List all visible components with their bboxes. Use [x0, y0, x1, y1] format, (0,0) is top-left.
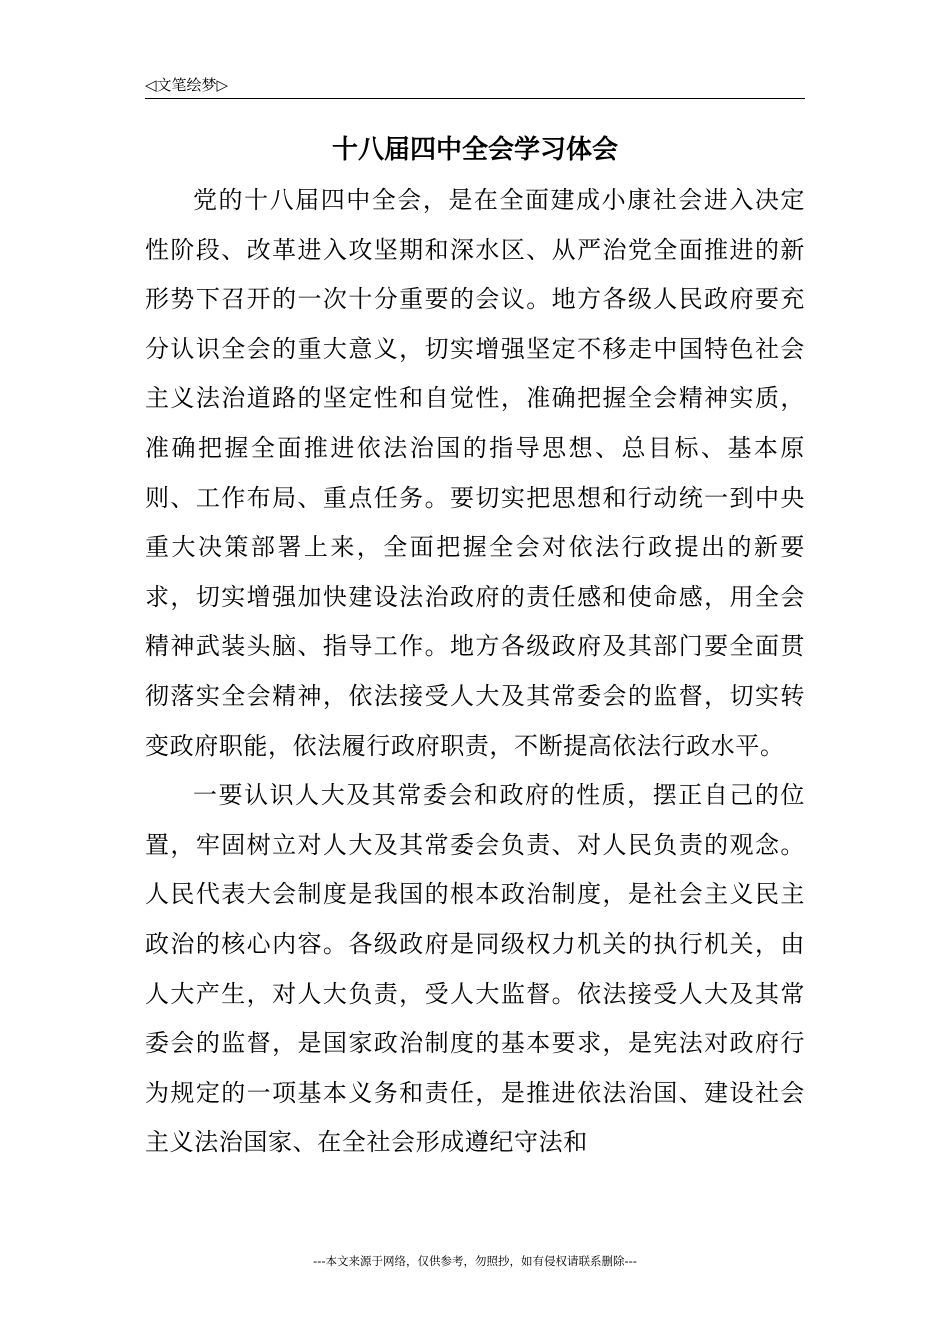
paragraph-2: 一要认识人大及其常委会和政府的性质，摆正自己的位置，牢固树立对人大及其常委会负责、对人民负责的观念。人民代表大会制度是我国的根本政治制度，是社会主义民主政治的核心内容。各级政府是同级权力机关的执行机关，由人大产生，对人大负责，受人大监督。依法接受人大及其常委会的监督，是国家政治制度的基本要求，是宪法对政府行为规定的一项基本义务和责任，是推进依法治国、建设社会主义法治国家、在全社会形成遵纪守法和 — [145, 781, 805, 1157]
document-title: 十八届四中全会学习体会 — [331, 135, 618, 165]
paragraph-1: 党的十八届四中全会，是在全面建成小康社会进入决定性阶段、改革进入攻坚期和深水区、从严治党全面推进的新形势下召开的一次十分重要的会议。地方各级人民政府要充分认识全会的重大意义，切实增强坚定不移走中国特色社会主义法治道路的坚定性和自觉性，准确把握全会精神实质，准确把握全面推进依法治国的指导思想、总目标、基本原则、工作布局、重点任务。要切实把思想和行动统一到中央重大决策部署上来，全面把握全会对依法行政提出的新要求，切实增强加快建设法治政府的责任感和使命感，用全会精神武装头脑、指导工作。地方各级政府及其部门要全面贯彻落实全会精神，依法接受人大及其常委会的监督，切实转变政府职能，依法履行政府职责，不断提高依法行政水平。 — [145, 186, 805, 760]
page-footer: ---本文来源于网络，仅供参考，勿照抄，如有侵权请联系删除--- — [313, 1254, 637, 1268]
page-header — [145, 74, 805, 99]
document-body — [145, 176, 805, 1168]
header-text: ◁文笔绘梦▷ — [145, 76, 229, 94]
